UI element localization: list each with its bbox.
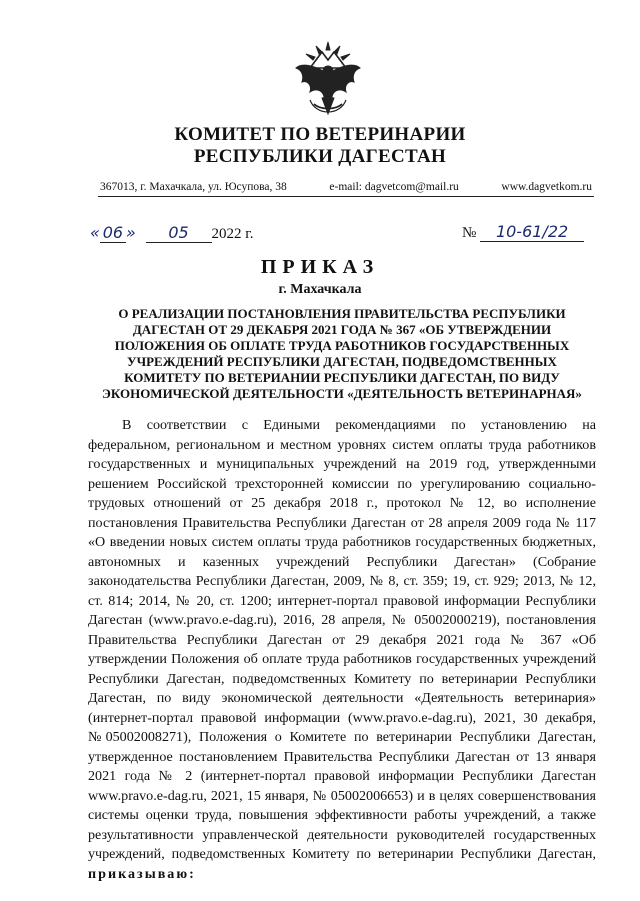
document-body [88, 416, 596, 884]
organization-name-line-2: РЕСПУБЛИКИ ДАГЕСТАН [193, 146, 447, 167]
document-number [462, 223, 584, 242]
contact-line [100, 181, 592, 193]
body-paragraph [88, 416, 596, 884]
document-city: г. Махачкала [278, 282, 362, 297]
dagestan-coat-of-arms-icon [292, 38, 364, 122]
date-day: 06 [100, 224, 126, 243]
document-subject: О РЕАЛИЗАЦИИ ПОСТАНОВЛЕНИЯ ПРАВИТЕЛЬСТВА РЕСПУБЛИКИ ДАГЕСТАН ОТ 29 ДЕКАБРЯ 2021 ГОДА № 367 «ОБ УТВЕРЖДЕНИИ ПОЛОЖЕНИЯ ОБ ОПЛАТЕ ТРУДА РАБОТНИКОВ ГОСУДАРСТВЕННЫХ УЧРЕЖДЕНИЙ РЕСПУБЛИКИ ДАГЕСТАН, ПОДВЕДОМСТВЕННЫХ КОМИТЕТУ ПО ВЕТЕРИАНИИ РЕСПУБЛИКИ ДАГЕСТАН, ПО ВИДУ ЭКОНОМИЧЕСКОЙ ДЕЯТЕЛЬНОСТИ «ДЕЯТЕЛЬНОСТЬ ВЕТЕРИНАРНАЯ» [102, 306, 582, 401]
number-prefix: № [462, 225, 477, 241]
body-text: В соответствии с Едиными рекомендациями по установлению на федеральном, региональном и местном уровнях систем оплаты труда работников государственных и муниципальных учреждений на 2019 год, утвержденными решением Российской трехсторонней комиссии по урегулированию социально-трудовых отношений от 25 декабря 2018 г., протокол № 12, во исполнение постановления Правительства Республики Дагестан от 28 апреля 2009 года № 117 «О введении новых систем оплаты труда работников государственных бюджетных, автономных и казенных учреждений Республики Дагестан» (Собрание законодательства Республики Дагестан, 2009, № 8, ст. 359; 19, ст. 929; 2013, № 12, ст. 814; 2014, № 20, ст. 1200; интернет-портал правовой информации Республики Дагестан (www.pravo.e-dag.ru), 2016, 28 апреля, № 05002000219), постановления Правительства Республики Дагестан от 29 декабря 2021 года № 367 «Об утверждении Положения об оплате труда работников государственных учреждений Республики Дагестан, подведомственных Комитету по ветеринарии Республики Дагестан, по виду экономической деятельности «Деятельность ветеринария» (интернет-портал правовой информации (www.pravo.e-dag.ru), 2021, 30 декабря, №05002008271), Положения о Комитете по ветеринарии Республики Дагестан, утвержденное постановлением Правительства Республики Дагестан от 13 января 2021 года № 2 (интернет-портал правовой информации Республики Дагестан www.pravo.e-dag.ru, 2021, 15 января, № 05002006653) и в целях совершенствования системы оценки труда, повышения эффективности работы учреждений, а также результативности управленческой деятельности руководителей государственных учреждений, подведомственных Комитету по ветеринарии Республики Дагестан, [88, 417, 596, 862]
date-year: 2022 г. [211, 226, 254, 242]
document-type: ПРИКАЗ [260, 256, 380, 278]
date-month: 05 [146, 224, 212, 243]
address: 367013, г. Махачкала, ул. Юсупова, 38 [100, 181, 287, 193]
number-value: 10-61/22 [480, 223, 584, 242]
quote-open: « [90, 223, 100, 242]
order-word: приказываю: [88, 865, 196, 882]
header-divider [98, 196, 594, 197]
website: www.dagvetkom.ru [501, 181, 592, 193]
organization-name-line-1: КОМИТЕТ ПО ВЕТЕРИНАРИИ [174, 124, 466, 145]
quote-close: » [125, 223, 136, 242]
document-date [90, 223, 253, 243]
email: e-mail: dagvetcom@mail.ru [329, 181, 459, 193]
